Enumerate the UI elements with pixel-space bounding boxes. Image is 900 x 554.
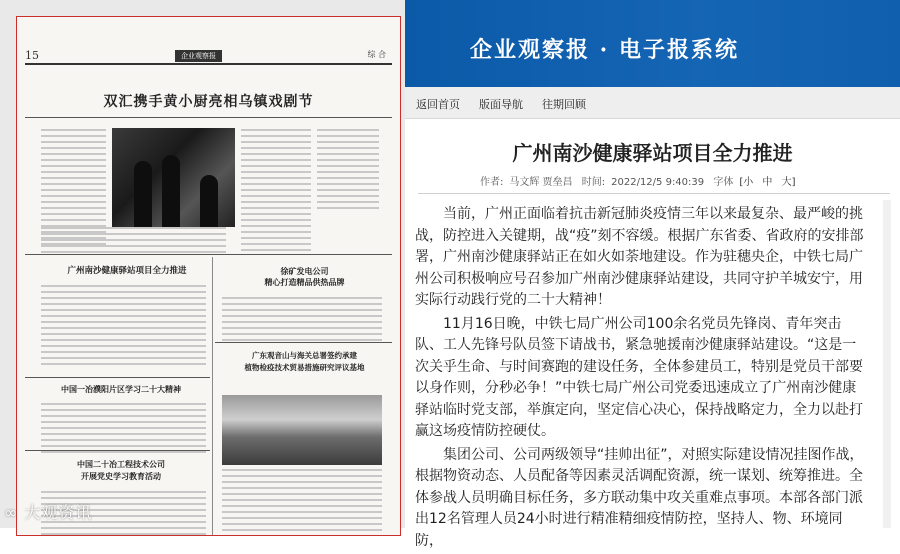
article-text-block [222,297,382,345]
newspaper-headline-guanyin-1[interactable]: 广东观音山与海关总署签约承建 [252,351,357,360]
article-text-block [241,129,311,255]
divider [25,377,210,378]
newspaper-page[interactable] [16,16,401,536]
watermark-logo: ∞ 大观资讯 [4,503,93,522]
article-text-block [41,285,206,369]
newspaper-photo-people [112,128,235,227]
divider [25,450,210,451]
newspaper-masthead: 企业观察报 [175,50,222,62]
divider [212,257,213,536]
newspaper-headline-main[interactable]: 双汇携手黄小厨亮相乌镇戏剧节 [103,94,314,110]
newspaper-headline-ershiye-1[interactable]: 中国二十冶工程技术公司 [77,459,165,469]
nav-archive-link[interactable]: 往期回顾 [542,98,586,111]
article-paragraph: 集团公司、公司两级领导“挂帅出征”，对照实际建设情况挂图作战，根据物资动态、人员配备等因素灵活调配资源，统一谋划、统筹推进。全体参战人员明确目标任务，多方联动集中攻关重难点事项。本部各部门派出12名管理人员24小时进行精准精细疫情防控，坚持人、物、环境同防， [415,446,864,549]
newspaper-headline-yiye[interactable]: 中国一冶濮阳片区学习二十大精神 [61,384,181,394]
author-label: 作者: [480,177,504,188]
font-size-label: 字体 [713,177,734,188]
publish-time: 2022/12/5 9:40:39 [611,177,705,188]
infinity-icon: ∞ [4,503,25,522]
article-text-block [317,129,379,213]
site-title: 企业观察报 · 电子报系统 [470,37,739,63]
site-banner [405,0,900,87]
article-paragraph: 当前，广州正面临着抗击新冠肺炎疫情三年以来最复杂、最严峻的挑战，防控进入关键期，战“疫”刻不容缓。根据广东省委、省政府的安排部署，广州南沙健康驿站正在如火如荼地建设。作为驻穗央企，中铁七局广州公司积极响应号召参加广州南沙健康驿站建设，共同守护羊城安宁，用实际行动践行党的二十大精神！ [415,206,864,308]
newspaper-headline-nansha[interactable]: 广州南沙健康驿站项目全力推进 [67,266,187,276]
time-label: 时间: [581,177,606,188]
article-text-block [41,403,206,457]
article-paragraph: 11月16日晚，中铁七局广州公司100余名党员先锋岗、青年突击队、工人先锋号队员签下请战书，紧急驰援南沙健康驿站建设。“这是一次关乎生命、与时间赛跑的建设任务，全体参建员工，特别是党员干部要以身作则，分秒必争！”中铁七局广州公司党委迅速成立了广州南沙健康驿站临时党支部，举旗定向，坚定信心决心，保持战略定力，全力以赴打赢这场疫情防控硬仗。 [415,315,863,439]
font-large-button[interactable]: 大] [781,177,796,188]
author-names: 马文辉 贾垒昌 [509,177,573,188]
newspaper-headline-xukuang-2[interactable]: 精心打造精品供热品牌 [264,277,345,287]
newspaper-headline-xukuang-1[interactable]: 徐矿发电公司 [280,266,329,276]
top-nav [405,87,900,119]
article-body [415,204,865,554]
divider [215,342,392,343]
article-text-block [222,469,382,535]
scrollbar[interactable] [883,200,891,528]
font-small-button[interactable]: [小 [739,177,754,188]
newspaper-section: 综 合 [367,50,386,59]
newspaper-pane [0,0,405,528]
newspaper-headline-guanyin-2[interactable]: 植物检疫技术贸易措施研究评议基地 [244,363,365,372]
divider [418,193,890,194]
article-text-block [41,227,226,257]
newspaper-headline-ershiye-2[interactable]: 开展党史学习教育活动 [81,471,161,481]
newspaper-header [25,47,392,65]
nav-home-link[interactable]: 返回首页 [416,98,460,111]
nav-page-navigation-link[interactable]: 版面导航 [479,98,523,111]
article-title: 广州南沙健康驿站项目全力推进 [512,141,793,165]
font-medium-button[interactable]: 中 [762,177,773,188]
newspaper-photo-landscape [222,395,382,465]
newspaper-page-number: 15 [25,49,39,62]
divider [25,254,392,255]
article-meta [480,173,802,188]
divider [25,117,392,118]
